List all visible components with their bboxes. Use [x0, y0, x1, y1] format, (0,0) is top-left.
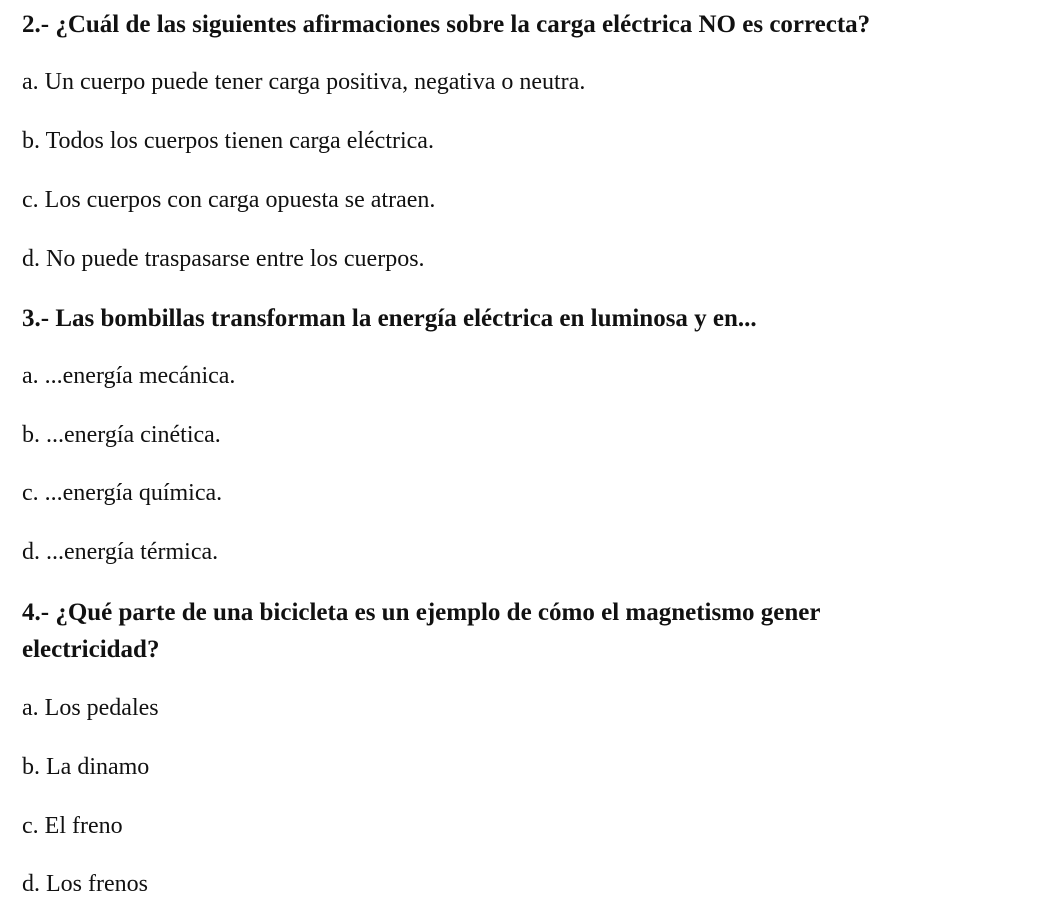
- question-2-option-d: d. No puede traspasarse entre los cuerpos.: [22, 246, 425, 272]
- question-3-option-d: d. ...energía térmica.: [22, 539, 219, 565]
- question-3-option-a: a. ...energía mecánica.: [22, 363, 236, 389]
- question-4-option-b: b. La dinamo: [22, 754, 150, 780]
- question-3-title: 3.- Las bombillas transforman la energía eléctrica en luminosa y en...: [22, 305, 757, 332]
- question-4-option-c: c. El freno: [22, 813, 123, 839]
- question-4-option-a: a. Los pedales: [22, 695, 159, 721]
- question-2-option-c: c. Los cuerpos con carga opuesta se atraen.: [22, 187, 436, 213]
- question-3-option-c: c. ...energía química.: [22, 480, 223, 506]
- question-3-option-b: b. ...energía cinética.: [22, 422, 221, 448]
- question-2-title: 2.- ¿Cuál de las siguientes afirmaciones sobre la carga eléctrica NO es correcta?: [22, 11, 871, 38]
- question-4-option-d: d. Los frenos: [22, 871, 148, 897]
- question-2-option-a: a. Un cuerpo puede tener carga positiva, negativa o neutra.: [22, 69, 586, 95]
- question-4-title-line-1: 4.- ¿Qué parte de una bicicleta es un ejemplo de cómo el magnetismo gener: [22, 599, 821, 626]
- question-4-title-line-2: electricidad?: [22, 636, 160, 663]
- question-2-option-b: b. Todos los cuerpos tienen carga eléctrica.: [22, 128, 434, 154]
